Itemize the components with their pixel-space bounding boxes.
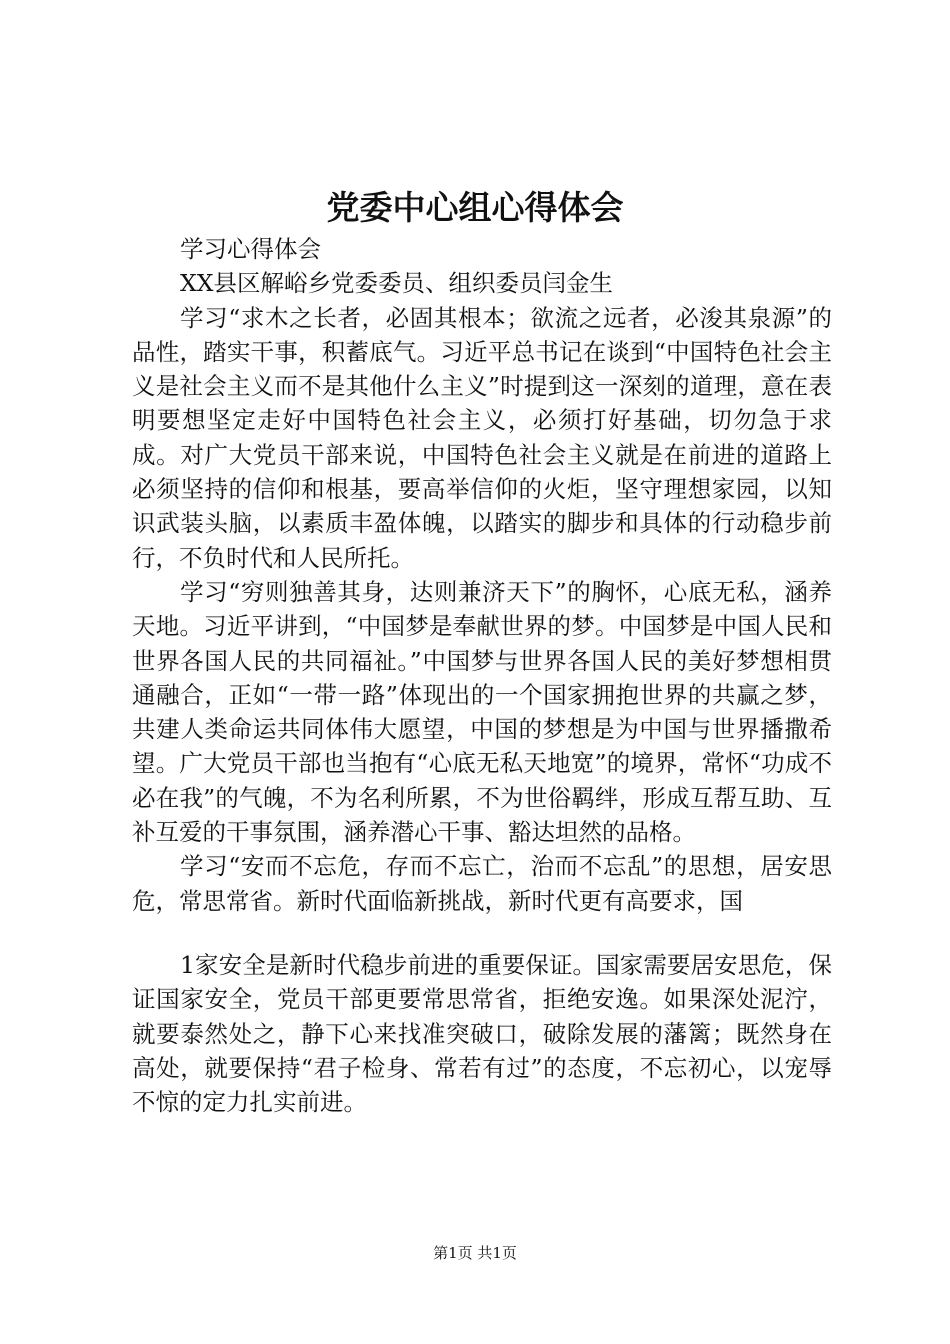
document-body <box>132 232 832 1119</box>
subtitle-line: 学习心得体会 <box>180 235 321 263</box>
paragraph-3: 学习“安而不忘危，存而不忘亡，治而不忘乱”的思想，居安思危，常思常省。新时代面临新挑战，新时代更有高要求，国 <box>132 852 832 915</box>
document-title: 党委中心组心得体会 <box>326 188 624 227</box>
author-line: XX县区解峪乡党委委员、组织委员闫金生 <box>180 269 613 298</box>
paragraph-4: 1家安全是新时代稳步前进的重要保证。国家需要居安思危，保证国家安全，党员干部更要常思常省，拒绝安逸。如果深处泥泞，就要泰然处之，静下心来找准突破口，破除发展的藩篱；既然身在高处，就要保持“君子检身、常若有过”的态度，不忘初心，以宠辱不惊的定力扎实前进。 <box>132 950 832 1117</box>
paragraph-1: 学习“求木之长者，必固其根本；欲流之远者，必浚其泉源”的品性，踏实干事，积蓄底气。习近平总书记在谈到“中国特色社会主义是社会主义而不是其他什么主义”时提到这一深刻的道理，意在表明要想坚定走好中国特色社会主义，必须打好基础，切勿急于求成。对广大党员干部来说，中国特色社会主义就是在前进的道路上必须坚持的信仰和根基，要高举信仰的火炬，坚守理想家园，以知识武装头脑，以素质丰盈体魄，以踏实的脚步和具体的行动稳步前行，不负时代和人民所托。 <box>132 303 832 572</box>
page-footer: 第1页 共1页 <box>433 1244 517 1262</box>
paragraph-2: 学习“穷则独善其身，达则兼济天下”的胸怀，心底无私，涵养天地。习近平讲到，“中国梦是奉献世界的梦。中国梦是中国人民和世界各国人民的共同福祉。”中国梦与世界各国人民的美好梦想相贯通融合，正如“一带一路”体现出的一个国家拥抱世界的共赢之梦，共建人类命运共同体伟大愿望，中国的梦想是为中国与世界播撒希望。广大党员干部也当抱有“心底无私天地宽”的境界，常怀“功成不必在我”的气魄，不为名利所累，不为世俗羁绊，形成互帮互助、互补互爱的干事氛围，涵养潜心干事、豁达坦然的品格。 <box>132 577 832 847</box>
